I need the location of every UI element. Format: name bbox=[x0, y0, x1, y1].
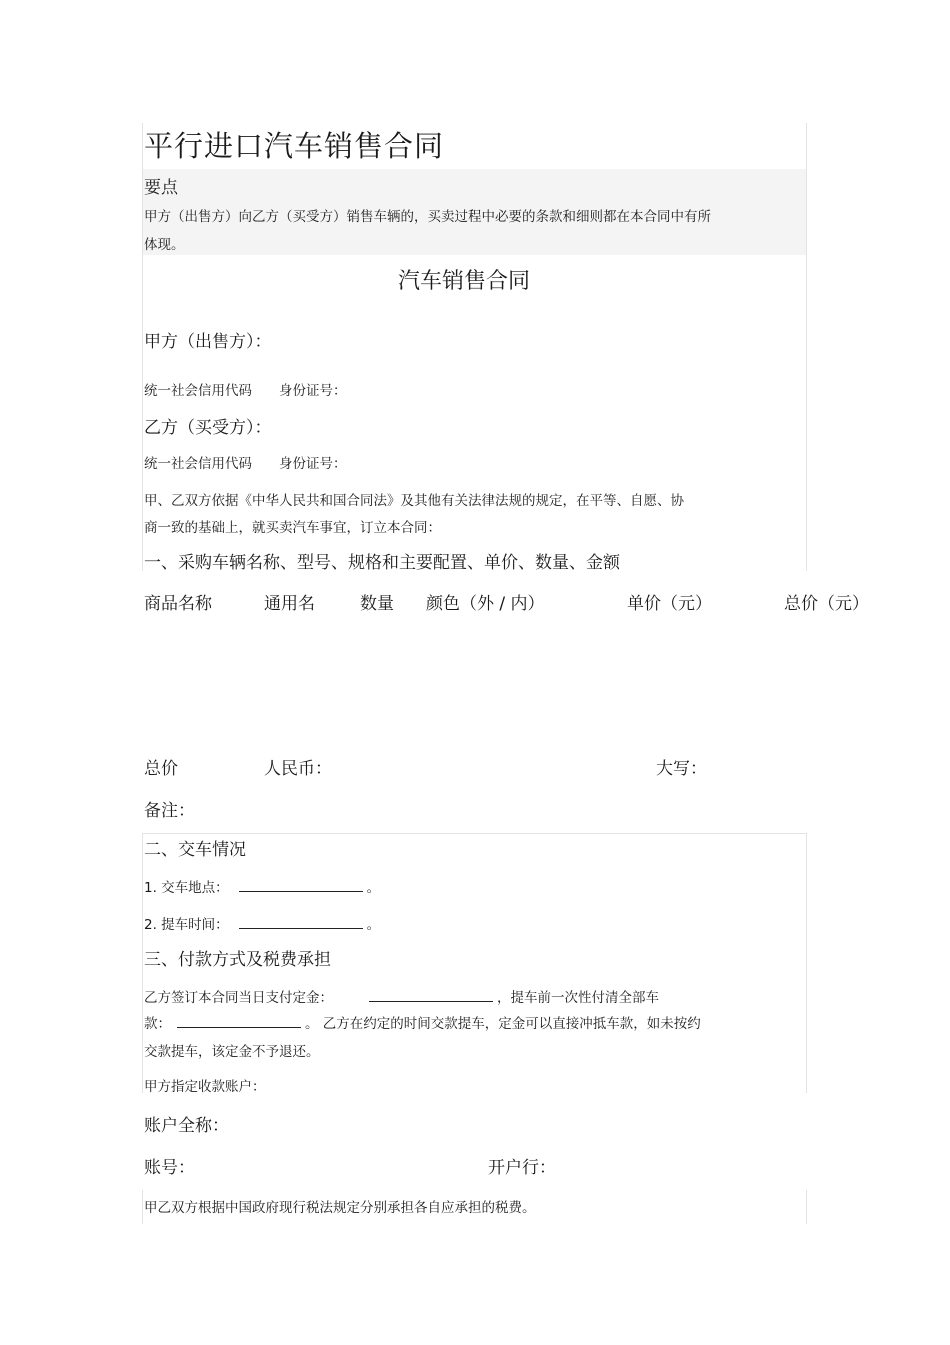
preamble-line-1: 甲、乙双方依据《中华人民共和国合同法》及其他有关法律法规的规定，在平等、自愿、协 bbox=[144, 493, 684, 509]
total-label: 总价 bbox=[144, 759, 178, 779]
section-3-heading: 三、付款方式及税费承担 bbox=[144, 950, 331, 970]
payment-line-2 bbox=[144, 1012, 701, 1032]
pickup-time-row bbox=[144, 913, 380, 933]
pickup-time-label: 2. 提车时间： bbox=[144, 917, 229, 933]
preamble-line-2: 商一致的基础上，就买卖汽车事宜，订立本合同： bbox=[144, 520, 441, 536]
frame-line-right-bottom bbox=[806, 1190, 807, 1224]
summary-line-1: 甲方（出售方）向乙方（买受方）销售车辆的，买卖过程中必要的条款和细则都在本合同中有所 bbox=[144, 209, 711, 225]
account-intro: 甲方指定收款账户： bbox=[144, 1079, 266, 1095]
pickup-time-field[interactable] bbox=[239, 916, 363, 929]
frame-line-right-top bbox=[806, 123, 807, 571]
remark-label: 备注： bbox=[144, 801, 195, 821]
table-header-total-price: 总价（元） bbox=[784, 594, 869, 614]
delivery-place-field[interactable] bbox=[239, 879, 363, 892]
deposit-label: 乙方签订本合同当日支付定金： bbox=[144, 990, 333, 1006]
summary-line-2: 体现。 bbox=[144, 237, 185, 253]
deposit-amount-field[interactable] bbox=[369, 989, 493, 1002]
bank-label: 开户行： bbox=[488, 1158, 556, 1178]
pickup-time-end: 。 bbox=[366, 917, 381, 933]
delivery-place-label: 1. 交车地点： bbox=[144, 880, 229, 896]
frame-line-left-bottom bbox=[142, 1190, 143, 1224]
frame-line-left-mid bbox=[142, 833, 143, 1093]
table-header-unit-price: 单价（元） bbox=[627, 594, 712, 614]
party-a-label: 甲方（出售方）： bbox=[144, 332, 272, 352]
party-b-label: 乙方（买受方）： bbox=[144, 418, 272, 438]
contract-title: 汽车销售合同 bbox=[398, 269, 531, 294]
delivery-place-row bbox=[144, 876, 380, 896]
payment-line-1 bbox=[144, 986, 659, 1006]
payment-line-2-rest: 。 乙方在约定的时间交款提车，定金可以直接冲抵车款，如未按约 bbox=[305, 1016, 701, 1032]
table-header-color: 颜色（外 / 内） bbox=[426, 594, 545, 614]
account-name-label: 账户全称： bbox=[144, 1116, 229, 1136]
party-b-id-line: 统一社会信用代码 身份证号： bbox=[144, 456, 347, 472]
payment-line-3: 交款提车，该定金不予退还。 bbox=[144, 1044, 320, 1060]
payment-line-1-rest: ，提车前一次性付清全部车 bbox=[497, 990, 659, 1006]
document-title: 平行进口汽车销售合同 bbox=[144, 129, 445, 163]
table-header-quantity: 数量 bbox=[360, 594, 394, 614]
table-header-product-name: 商品名称 bbox=[144, 594, 212, 614]
account-number-label: 账号： bbox=[144, 1158, 195, 1178]
rmb-label: 人民币： bbox=[264, 759, 332, 779]
table-header-generic-name: 通用名 bbox=[264, 594, 315, 614]
balance-amount-field[interactable] bbox=[177, 1015, 301, 1028]
frame-line-right-mid bbox=[806, 833, 807, 1093]
delivery-place-end: 。 bbox=[366, 880, 381, 896]
balance-label: 款： bbox=[144, 1016, 171, 1032]
party-a-id-line: 统一社会信用代码 身份证号： bbox=[144, 383, 347, 399]
section-1-heading: 一、采购车辆名称、型号、规格和主要配置、单价、数量、金额 bbox=[144, 553, 620, 573]
summary-heading: 要点 bbox=[144, 178, 178, 198]
frame-line-mid-top bbox=[142, 833, 806, 834]
tax-clause: 甲乙双方根据中国政府现行税法规定分别承担各自应承担的税费。 bbox=[144, 1200, 536, 1216]
capital-amount-label: 大写： bbox=[656, 759, 707, 779]
section-2-heading: 二、交车情况 bbox=[144, 840, 246, 860]
